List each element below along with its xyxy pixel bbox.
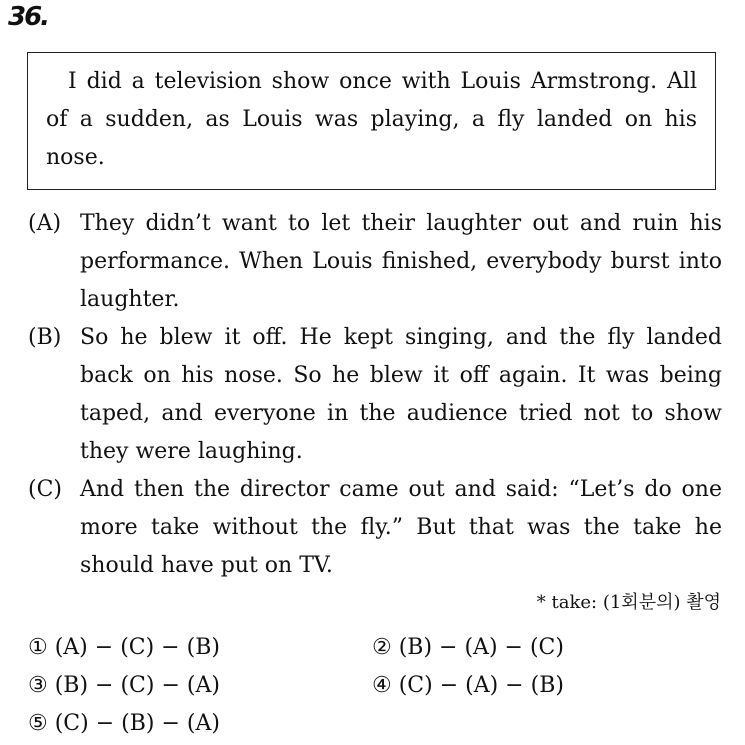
paragraph-text: They didn’t want to let their laughter out and ruin his performance. When Louis finished, everybody burst into laughter. xyxy=(80,211,722,312)
intro-box: I did a television show once with Louis Armstrong. All of a sudden, as Louis was playing, a fly landed on his nose. xyxy=(27,52,716,190)
paragraph-text: And then the director came out and said: “Let’s do one more take without the fly.” But that was the take he should have put on TV. xyxy=(80,477,722,578)
answer-option-1[interactable]: ① (A) − (C) − (B) xyxy=(28,635,220,660)
paragraph-label: (B) xyxy=(28,325,62,350)
answer-option-4[interactable]: ④ (C) − (A) − (B) xyxy=(372,673,564,698)
paragraph-label: (A) xyxy=(28,211,62,236)
footnote: * take: (1회분의) 촬영 xyxy=(536,592,721,613)
paragraph-a xyxy=(28,205,722,319)
paragraph-c xyxy=(28,471,722,585)
answer-option-5[interactable]: ⑤ (C) − (B) − (A) xyxy=(28,711,220,736)
answer-option-2[interactable]: ② (B) − (A) − (C) xyxy=(372,635,564,660)
paragraph-text: So he blew it off. He kept singing, and the fly landed back on his nose. So he blew it off again. It was being taped, and everyone in the audience tried not to show they were laughing. xyxy=(80,325,722,464)
answer-option-3[interactable]: ③ (B) − (C) − (A) xyxy=(28,673,220,698)
question-number: 36. xyxy=(8,2,49,32)
paragraph-label: (C) xyxy=(28,477,62,502)
paragraph-b xyxy=(28,319,722,471)
